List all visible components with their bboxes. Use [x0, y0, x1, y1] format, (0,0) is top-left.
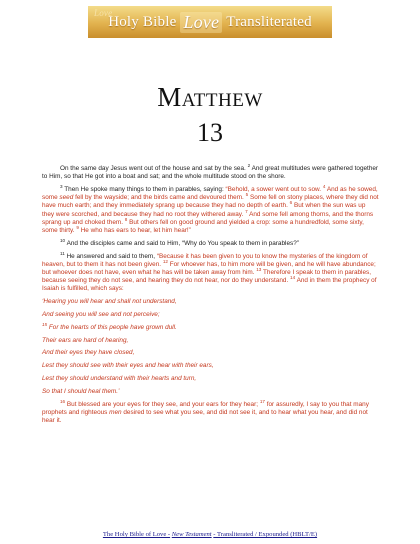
verse-paragraph-2 [42, 183, 379, 235]
verse-2-text: And great multitudes were gathered together to Him, so that He got into a boat and sat; and the whole multitude stood on the shore. [42, 165, 379, 181]
verse-number: 16 [60, 398, 66, 404]
verse-number: 2 [247, 162, 251, 168]
verse-11-text: He answered and said to them, [66, 252, 156, 260]
quote-line-6: Lest they should see with their eyes and hear with their ears, [42, 362, 214, 370]
jesus-words: “Because it has been given to you to know the mysteries of the kingdom of heaven, but to them it has not been given. [42, 252, 368, 268]
verse-number: 3 [60, 183, 63, 189]
jesus-words: But when the sun was up they were scorched, and because they had no root they withered away. [42, 202, 366, 218]
verse-number: 7 [245, 208, 248, 214]
banner-title-part2: Transliterated [226, 13, 312, 30]
footer-edition-link[interactable]: - Transliterated / Expounded (HBLT/E) [213, 531, 318, 538]
quote-text: For the hearts of this people have grown dull. [48, 323, 177, 331]
header-banner [88, 6, 332, 38]
verse-number: 11 [60, 250, 65, 256]
banner-watermark: Love [94, 8, 113, 18]
quote-line-3 [42, 321, 379, 332]
quote-line-5: And their eyes they have closed, [42, 349, 135, 357]
verse-number: 5 [245, 192, 249, 198]
jesus-words: But blessed are your eyes for they see, and your ears for they hear; [66, 400, 259, 408]
verse-number: 13 [256, 266, 262, 272]
verse-number: 10 [60, 237, 66, 243]
book-title: Matthew [157, 82, 263, 112]
quote-line-7: Lest they should understand with their hearts and turn, [42, 375, 197, 382]
verse-number: 6 [289, 200, 293, 206]
jesus-words: “Behold, a sower went out to sow. [225, 186, 322, 193]
jesus-words: And as he sowed, some [42, 186, 378, 202]
jesus-words: desired to see what you see, and did not see it, and to hear what you hear, and did not hear it. [42, 408, 368, 424]
jesus-words: for assuredly, I say to you that many prophets and righteous [42, 400, 369, 416]
verse-3-text: Then He spoke many things to them in parables, saying: [64, 186, 224, 193]
quote-line-1: ‘Hearing you will hear and shall not understand, [42, 298, 177, 306]
verse-number: 14 [290, 275, 296, 281]
italic-word: seed [59, 194, 74, 202]
quote-line-4: Their ears are hard of hearing, [42, 336, 129, 344]
verse-paragraph-3 [42, 237, 379, 248]
chapter-number: 13 [197, 118, 223, 147]
jesus-words: He who has ears to hear, let him hear!” [80, 227, 191, 235]
italic-word: men [109, 408, 122, 416]
verse-paragraph-5 [42, 398, 379, 426]
jesus-words: But others fell on good ground and yielded a crop: some a hundredfold, some sixty, some thirty. [42, 218, 364, 235]
verse-number: 4 [322, 183, 326, 189]
jesus-words: And in them the prophecy of Isaiah is fulfilled, which says: [42, 277, 377, 293]
verse-number: 8 [124, 216, 128, 222]
jesus-words: And some fell among thorns, and the thorns sprang up and choked them. [42, 210, 374, 226]
verse-number: 9 [76, 224, 79, 230]
verse-10-text: And the disciples came and said to Him, “Why do You speak to them in parables?” [66, 239, 299, 247]
verse-number: 15 [42, 321, 48, 327]
jesus-words: fell by the wayside; and the birds came and devoured them. [75, 194, 244, 202]
banner-love-word: Love [180, 12, 222, 33]
footer-testament-link[interactable]: New Testament [171, 531, 212, 538]
jesus-words: Therefore I speak to them in parables, because seeing they do not see, and hearing they do not hear, nor do they understand. [42, 269, 372, 285]
verse-number: 12 [162, 258, 168, 264]
jesus-words: For whoever has, to him more will be given, and he will have abundance; but whoever does not have, even what he has will be taken away from him. [42, 260, 376, 277]
chapter-text [42, 162, 379, 430]
banner-title-part1: Holy Bible [108, 13, 177, 30]
jesus-words: Some fell on stony places, where they did not have much earth; and they immediately sprang up because they had no depth of earth. [42, 194, 379, 210]
quote-line-8: So that I should heal them.’ [42, 387, 120, 395]
verse-paragraph-4 [42, 250, 379, 294]
verse-number: 17 [259, 398, 265, 404]
footer-title-link[interactable]: The Holy Bible of Love - [102, 531, 171, 538]
page-footer [0, 531, 420, 538]
verse-paragraph-1 [42, 162, 379, 181]
quote-line-2: And seeing you will see and not perceive; [42, 311, 160, 319]
verse-1-text: On the same day Jesus went out of the house and sat by the sea. [60, 165, 246, 172]
